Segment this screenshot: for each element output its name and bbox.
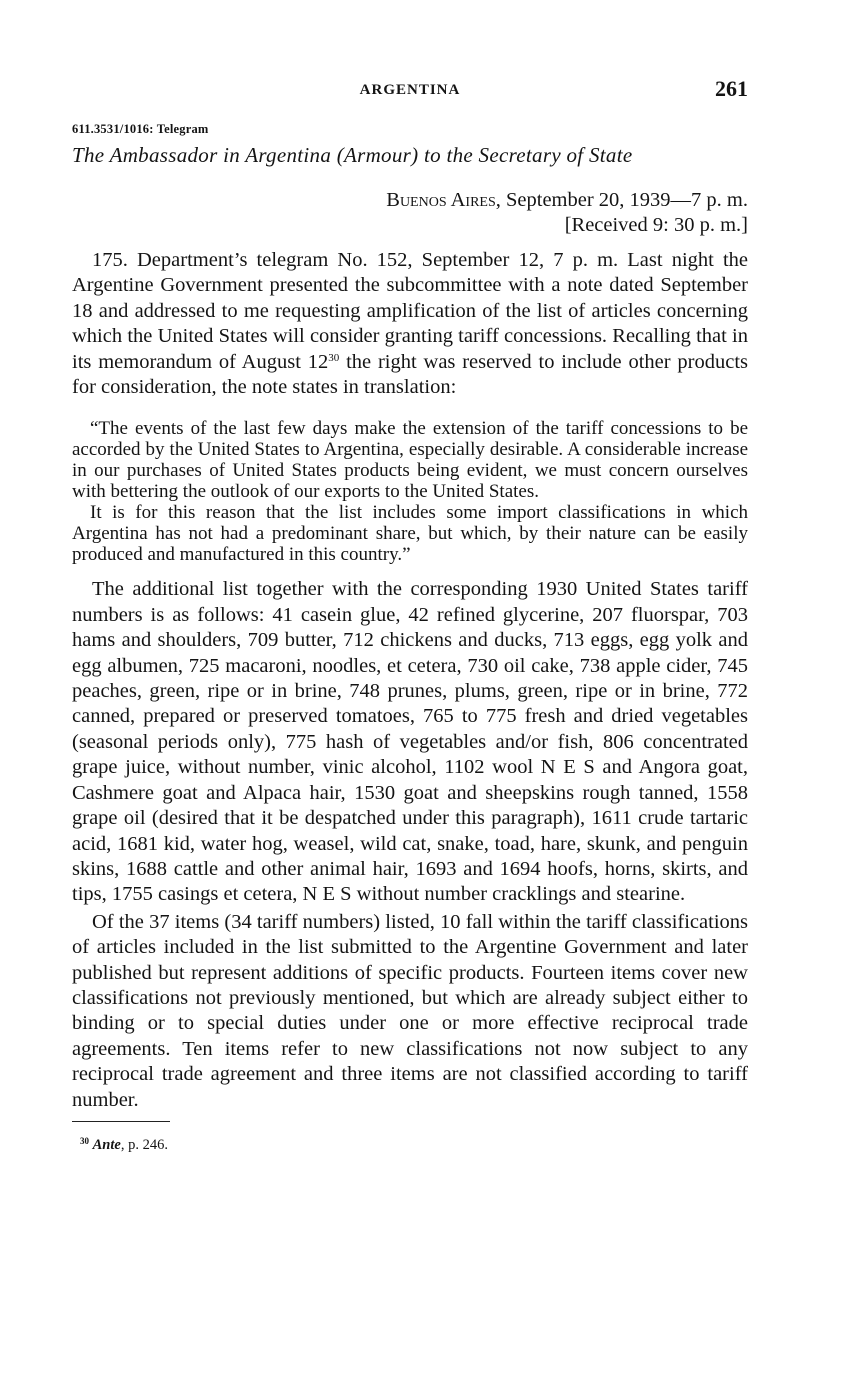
paragraph-summary: Of the 37 items (34 tariff numbers) listed, 10 fall within the tariff classifications of articles included in the list submitted to the Argentine Government and later published but represent additions of specific products. Fourteen items cover new classifications not previously mentioned, but which are already subject either to binding or to special duties under one or more effective reciprocal trade agreements. Ten items refer to new classifications not now subject to any reciprocal trade agreement and three items are not classified according to tariff number. xyxy=(72,910,748,1111)
dateline-date: , September 20, 1939—7 p. m. xyxy=(495,189,748,211)
dateline-place: Buenos Aires xyxy=(386,189,496,211)
footnote-divider xyxy=(72,1121,170,1122)
page-number: 261 xyxy=(715,76,748,101)
footnote-marker: 30 xyxy=(328,351,340,364)
running-header xyxy=(72,70,748,106)
paragraph-tariff-list: The additional list together with the corresponding 1930 United States tariff numbers is as follows: 41 casein glue, 42 refined glycerine, 207 fluorspar, 703 hams and shoulders, 709 butter, 712 chickens and ducks, 713 eggs, egg yolk and egg albumen, 725 macaroni, noodles, et cetera, 730 oil cake, 738 apple cider, 745 peaches, green, ripe or in brine, 748 prunes, plums, green, ripe or in brine, 772 canned, prepared or preserved tomatoes, 765 to 775 fresh and dried vegetables (seasonal periods only), 775 hash of vegetables and/or fish, 806 concentrated grape juice, without number, vinic alcohol, 1102 wool N E S and Angora goat, Cashmere goat and Alpaca hair, 1530 goat and sheepskins rough tanned, 1558 grape oil (desired that it be despatched under this paragraph), 1611 crude tartaric acid, 1681 kid, water hog, weasel, wild cat, snake, toad, hare, skunk, and penguin skins, 1688 cattle and other animal hair, 1693 and 1694 hoofs, horns, skirts, and tips, 1755 casings et cetera, N E S without number cracklings and stearine. xyxy=(72,578,748,906)
document-heading: The Ambassador in Argentina (Armour) to the Secretary of State xyxy=(72,143,633,167)
paragraph-intro-part1: 175. Department’s telegram No. 152, September 12, 7 p. m. Last night the Argentine Government presented the subcommittee with a note dated September 18 and addressed to me requesting amplification of the list of articles concerning which the United States will consider granting tariff concessions. Recalling that in its memorandum of August 12 xyxy=(72,249,748,373)
paragraph-intro xyxy=(72,248,748,400)
block-quote xyxy=(72,418,748,565)
running-title: ARGENTINA xyxy=(359,82,461,98)
file-reference: 611.3531/1016: Telegram xyxy=(72,122,209,136)
footnote-reference: Ante xyxy=(92,1136,121,1153)
dateline-received: [Received 9: 30 p. m.] xyxy=(564,214,748,236)
footnote xyxy=(72,1136,748,1154)
dateline xyxy=(72,188,748,238)
footnote-mark: 30 xyxy=(80,1135,89,1146)
quote-paragraph-2: It is for this reason that the list includes some import classifications in which Argentina has not had a predominant share, but which, by their nature can be easily produced and manufactured in this country.” xyxy=(72,502,748,566)
quote-paragraph-1: “The events of the last few days make the extension of the tariff concessions to be accorded by the United States to Argentina, especially desirable. A considerable increase in our purchases of United States products being evident, we must concern ourselves with bettering the outlook of our exports to the United States. xyxy=(72,418,748,503)
footnote-text: , p. 246. xyxy=(120,1136,168,1153)
dateline-sent xyxy=(72,188,748,213)
document-page xyxy=(72,70,748,1154)
paragraph-intro-part2: the right was reserved to include other products for consideration, the note states in translation: xyxy=(72,350,749,399)
